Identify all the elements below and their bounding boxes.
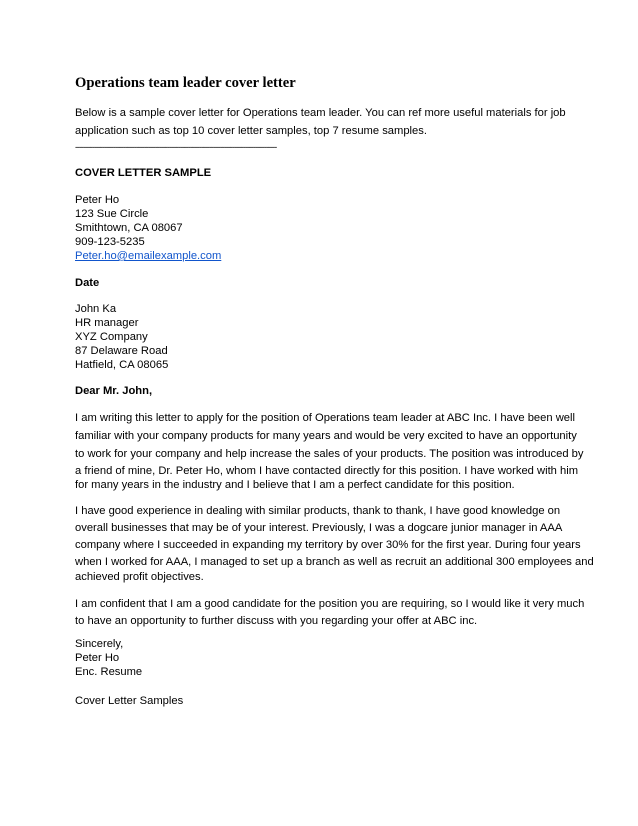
paragraph-line: I have good experience in dealing with similar products, thank to thank, I have good knowledge on — [75, 505, 561, 517]
paragraph-line: overall businesses that may be of your interest. Previously, I was a dogcare junior manager in AAA — [75, 522, 563, 534]
recipient-title: HR manager — [75, 317, 139, 329]
paragraph-line: to work for your company and help increase the sales of your products. The position was introduced by — [75, 448, 584, 460]
paragraph-line: for many years in the industry and I believe that I am a perfect candidate for this position. — [75, 479, 515, 491]
footer-text: Cover Letter Samples — [75, 695, 184, 707]
closing-name: Peter Ho — [75, 652, 120, 664]
intro-line: Below is a sample cover letter for Operations team leader. You can ref more useful materials for job — [75, 107, 566, 119]
recipient-name: John Ka — [75, 303, 117, 315]
separator-line: ------------------------------------------------------------------------------------------------ — [75, 142, 277, 152]
closing-valediction: Sincerely, — [75, 638, 124, 650]
sender-name: Peter Ho — [75, 194, 120, 206]
paragraph-line: a friend of mine, Dr. Peter Ho, whom I have contacted directly for this position. I have worked with him — [75, 465, 579, 477]
recipient-company: XYZ Company — [75, 331, 148, 343]
paragraph-line: I am confident that I am a good candidate for the position you are requiring, so I would like it very much — [75, 598, 585, 610]
paragraph-line: when I worked for AAA, I managed to set up a branch as well as recruit an additional 300 employees and — [75, 556, 594, 568]
salutation: Dear Mr. John, — [75, 385, 153, 397]
closing-enclosure: Enc. Resume — [75, 666, 143, 678]
recipient-city: Hatfield, CA 08065 — [75, 359, 169, 371]
date-label: Date — [75, 277, 100, 289]
page-title: Operations team leader cover letter — [75, 75, 296, 91]
paragraph-line: familiar with your company products for many years and would be very excited to have an opportunity — [75, 430, 577, 442]
sender-phone: 909-123-5235 — [75, 236, 145, 248]
intro-line: application such as top 10 cover letter samples, top 7 resume samples. — [75, 125, 427, 137]
sender-city: Smithtown, CA 08067 — [75, 222, 183, 234]
paragraph-line: to have an opportunity to further discuss with you regarding your offer at ABC inc. — [75, 615, 478, 627]
paragraph-line: I am writing this letter to apply for the position of Operations team leader at ABC Inc. I have been well — [75, 412, 575, 424]
sender-email-link[interactable]: Peter.ho@emailexample.com — [75, 250, 222, 262]
sender-street: 123 Sue Circle — [75, 208, 149, 220]
recipient-street: 87 Delaware Road — [75, 345, 168, 357]
paragraph-line: achieved profit objectives. — [75, 571, 204, 583]
paragraph-line: company where I succeeded in expanding my territory by over 30% for the first year. During four years — [75, 539, 581, 551]
section-heading: COVER LETTER SAMPLE — [75, 167, 212, 179]
